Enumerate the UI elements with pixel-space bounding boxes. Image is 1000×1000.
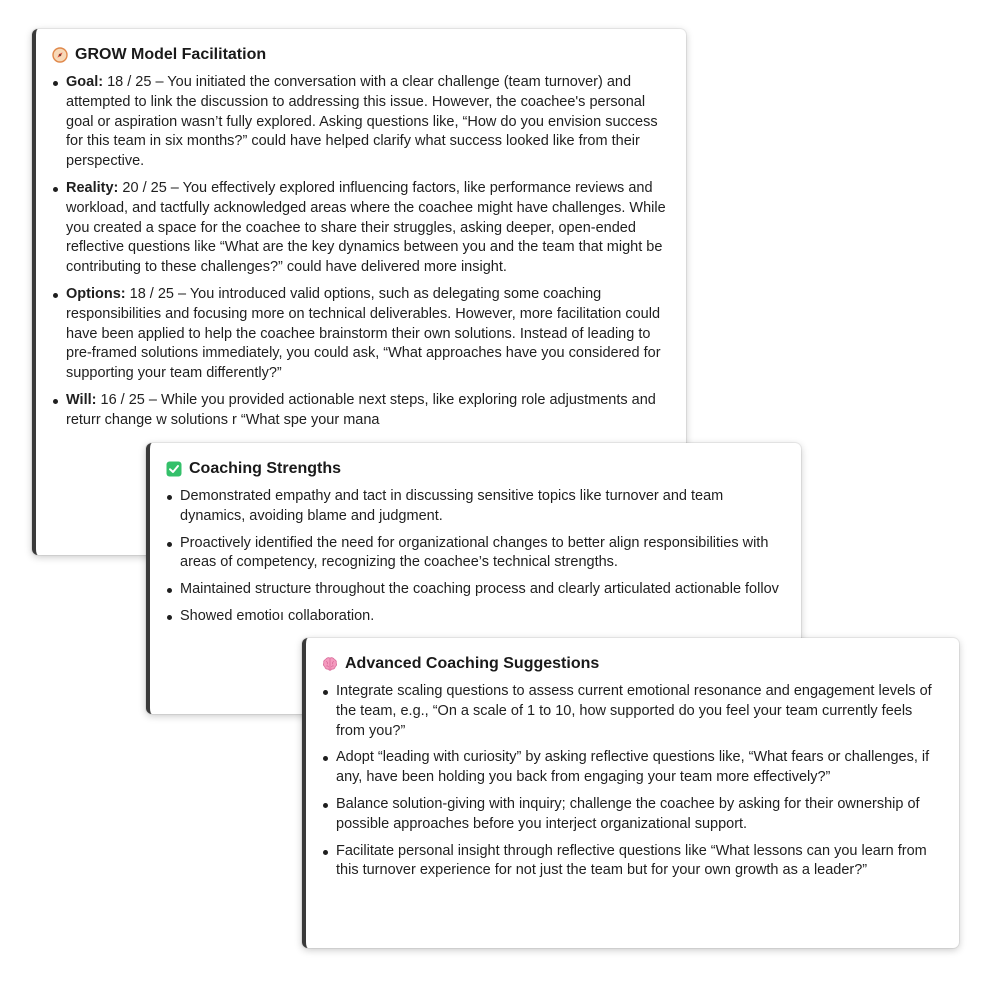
strengths-list xyxy=(166,487,785,627)
compass-icon xyxy=(52,47,68,63)
brain-icon xyxy=(322,656,338,672)
item-label: Options: xyxy=(66,285,126,302)
grow-list xyxy=(52,73,670,431)
list-item xyxy=(52,285,670,384)
list-item: Integrate scaling questions to assess current emotional resonance and engagement levels of the team, e.g., “On a scale of 1 to 10, how supported do you feel your team currently feels from you?” xyxy=(322,682,943,741)
strengths-card-title: Coaching Strengths xyxy=(189,460,342,477)
list-item: Balance solution-giving with inquiry; challenge the coachee by asking for their ownership of possible approaches before you interject organizational support. xyxy=(322,795,943,835)
advanced-suggestions-card xyxy=(302,638,959,948)
strengths-card-header xyxy=(166,459,785,479)
list-item: Facilitate personal insight through reflective questions like “What lessons can you learn from this turnover experience for not just the team but for your own growth as a leader?” xyxy=(322,842,943,882)
item-text: 18 / 25 – You introduced valid options, such as delegating some coaching responsibilities and focusing more on technical deliverables. However, more facilitation could have been applied to help the coachee brainstorm their own solutions. Instead of leading to pre-framed solutions immediately, you could ask, “What approaches have you considered for supporting your team differently?” xyxy=(66,285,661,382)
list-item: Proactively identified the need for organizational changes to better align responsibilities with areas of competency, recognizing the coachee’s technical strengths. xyxy=(166,534,785,574)
list-item: Maintained structure throughout the coaching process and clearly articulated actionable follov xyxy=(166,580,785,600)
item-label: Goal: xyxy=(66,74,104,90)
list-item xyxy=(52,391,670,431)
item-text: 18 / 25 – You initiated the conversation with a clear challenge (team turnover) and attempted to link the discussion to addressing this issue. However, the coachee's personal goal or aspiration wasn’t fully explored. Asking questions like, “How do you envision success for this team in six months?” could have helped clarify what success looked like from their perspective. xyxy=(66,74,658,170)
item-label: Will: xyxy=(66,391,97,408)
list-item xyxy=(52,179,670,278)
list-item: Showed emotioı collaboration. xyxy=(166,607,785,627)
list-item: Adopt “leading with curiosity” by asking reflective questions like, “What fears or challenges, if any, have been holding you back from engaging your team more effectively?” xyxy=(322,748,943,788)
item-text: 20 / 25 – You effectively explored influencing factors, like performance reviews and workload, and tactfully acknowledged areas where the coachee might have challenges. While you created a space for the coachee to share their struggles, asking deeper, open-ended reflective questions like “What are the key dynamics between you and the team that might be contributing to these challenges?” could have delivered more insight. xyxy=(66,179,666,276)
list-item: Demonstrated empathy and tact in discussing sensitive topics like turnover and team dynamics, avoiding blame and judgment. xyxy=(166,487,785,527)
item-label: Reality: xyxy=(66,179,119,196)
item-text: 16 / 25 – While you provided actionable next steps, like exploring role adjustments and returr change w solutions r “What spe your mana xyxy=(66,391,656,428)
suggestions-list xyxy=(322,682,943,881)
check-box-icon xyxy=(166,461,182,477)
list-item xyxy=(52,73,670,172)
suggestions-card-header xyxy=(322,654,943,674)
suggestions-card-title: Advanced Coaching Suggestions xyxy=(345,655,600,672)
grow-card-header xyxy=(52,45,670,65)
grow-card-title: GROW Model Facilitation xyxy=(75,46,267,63)
